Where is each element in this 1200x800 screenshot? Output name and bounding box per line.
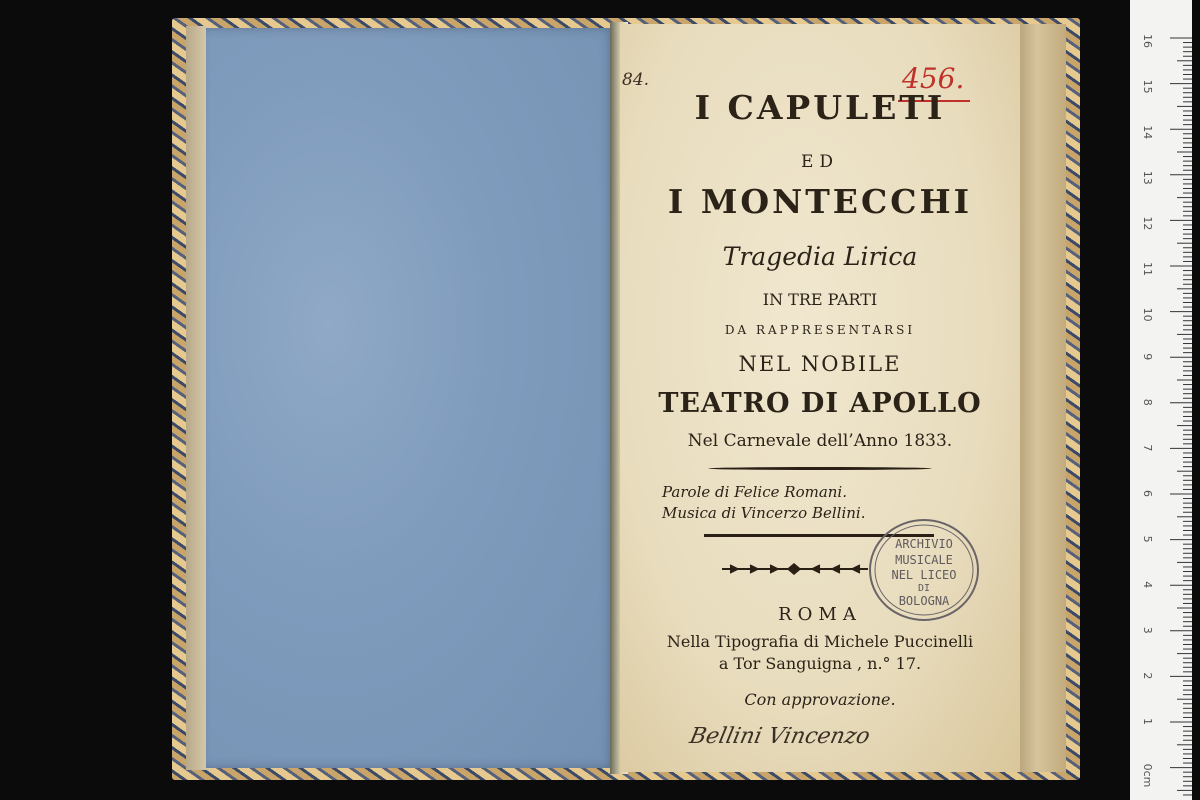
decorative-rule-top bbox=[708, 467, 932, 470]
season-line: Nel Carnevale dell’Anno 1833. bbox=[687, 431, 953, 451]
shelf-mark-left: 84. bbox=[622, 70, 650, 90]
handwritten-signature: Bellini Vincenzo bbox=[687, 724, 873, 749]
stamp-line-2: MUSICALE bbox=[895, 553, 953, 567]
credits-block bbox=[662, 482, 866, 524]
ruler-label: 7 bbox=[1141, 444, 1154, 452]
ruler-label: 0cm bbox=[1141, 763, 1154, 788]
title-line-capuleti: I CAPULETI bbox=[694, 88, 946, 127]
shelf-mark-red: 456. bbox=[902, 62, 965, 95]
measuring-ruler bbox=[1130, 0, 1192, 800]
ruler-label: 10 bbox=[1141, 307, 1154, 322]
ruler-label: 11 bbox=[1141, 262, 1154, 276]
ruler-label: 2 bbox=[1141, 672, 1154, 680]
ruler-label: 12 bbox=[1141, 216, 1154, 231]
ruler-label: 8 bbox=[1141, 398, 1154, 406]
parts-line: IN TRE PARTI bbox=[762, 290, 878, 309]
title-line-ed: ED bbox=[800, 152, 840, 172]
printer-line-2: a Tor Sanguigna , n.° 17. bbox=[718, 654, 922, 673]
performance-line: DA RAPPRESENTARSI bbox=[724, 323, 916, 337]
blue-endpaper bbox=[206, 28, 616, 768]
ornament-divider-icon bbox=[720, 562, 870, 576]
ruler-label: 14 bbox=[1141, 125, 1154, 140]
ruler-scale bbox=[1130, 0, 1192, 800]
title-line-montecchi: I MONTECCHI bbox=[667, 182, 973, 221]
ruler-label: 9 bbox=[1141, 353, 1154, 361]
city-line: ROMA bbox=[778, 604, 862, 625]
page-edges bbox=[1018, 24, 1066, 772]
ornament-divider bbox=[720, 562, 870, 580]
stamp-line-1: ARCHIVIO bbox=[895, 537, 953, 551]
ruler-label: 6 bbox=[1141, 490, 1154, 497]
title-page bbox=[620, 24, 1020, 772]
ruler-label: 5 bbox=[1141, 535, 1154, 543]
printer-line-1: Nella Tipografia di Michele Puccinelli bbox=[666, 632, 974, 651]
genre-line: Tragedia Lirica bbox=[722, 242, 918, 271]
ruler-label: 16 bbox=[1141, 34, 1154, 48]
ruler-label: 13 bbox=[1141, 170, 1154, 185]
lyrics-credit: Parole di Felice Romani. bbox=[662, 483, 847, 501]
ruler-label: 4 bbox=[1141, 581, 1154, 589]
stamp-line-3: NEL LICEO bbox=[891, 568, 957, 582]
approval-line: Con approvazione. bbox=[744, 690, 896, 709]
stamp-line-4: DI bbox=[917, 583, 931, 594]
stamp-line-5: BOLOGNA bbox=[898, 594, 950, 608]
ruler-label: 1 bbox=[1141, 718, 1154, 725]
printer-block bbox=[620, 631, 1020, 675]
venue-line: TEATRO DI APOLLO bbox=[658, 388, 982, 419]
venue-prefix-line: NEL NOBILE bbox=[738, 352, 902, 376]
ruler-label: 3 bbox=[1141, 626, 1154, 634]
music-credit: Musica di Vincerzo Bellini. bbox=[662, 504, 866, 522]
ruler-label: 15 bbox=[1141, 79, 1154, 94]
